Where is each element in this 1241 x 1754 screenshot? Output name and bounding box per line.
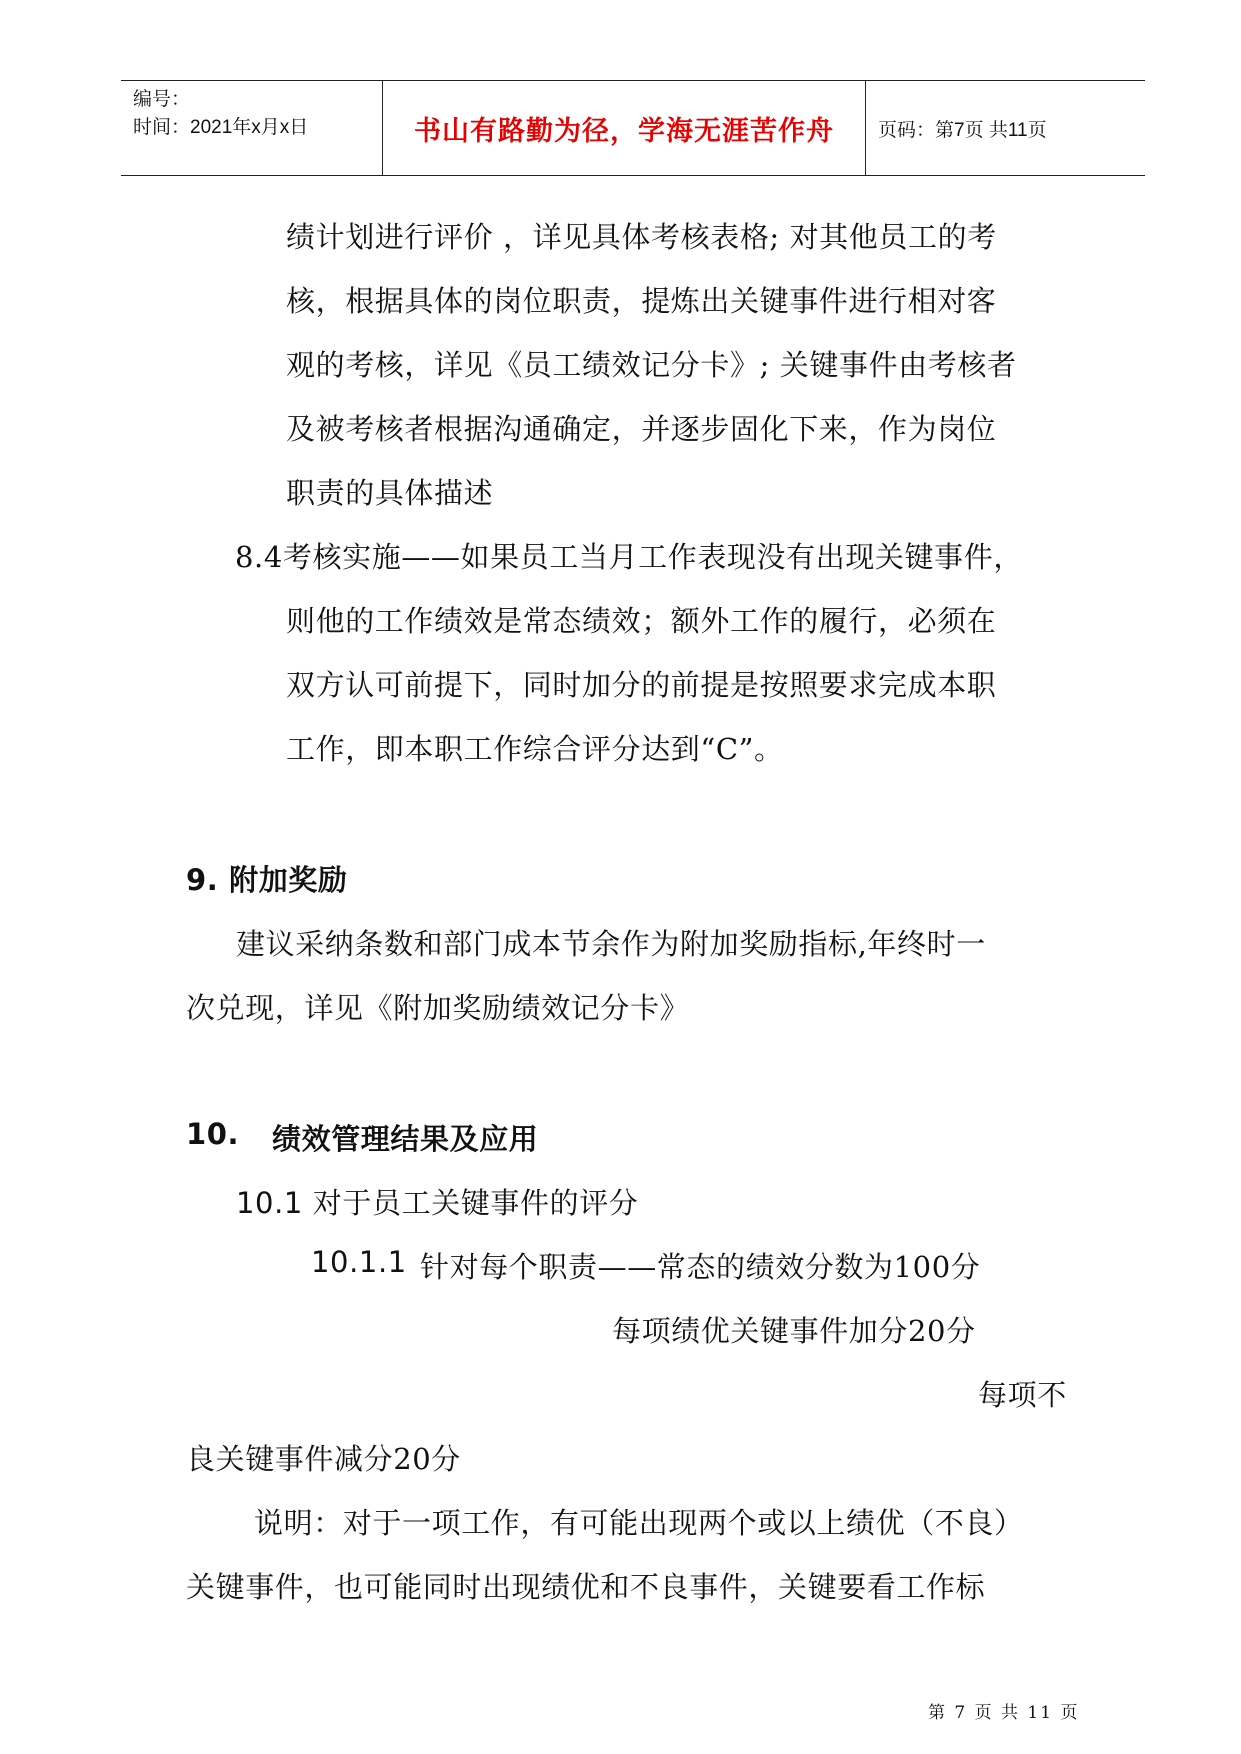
- paragraph-line: 双方认可前提下，同时加分的前提是按照要求完成本职: [286, 668, 997, 702]
- time-label: 时间：2021年x月x日: [133, 117, 309, 138]
- header-motto-cell: [382, 81, 866, 175]
- paragraph-line: 说明：对于一项工作，有可能出现两个或以上绩优（不良）: [254, 1506, 1024, 1540]
- paragraph-line: 关键事件，也可能同时出现绩优和不良事件，关键要看工作标: [186, 1570, 986, 1604]
- subsection-10-1-1-number: 10.1.1: [311, 1245, 407, 1279]
- paragraph-line: 建议采纳条数和部门成本节余作为附加奖励指标,年终时一: [236, 927, 986, 961]
- header-meta: [121, 81, 393, 180]
- number-label: 编号：: [133, 89, 191, 110]
- text-run-sans: 详见《附加奖励绩效记分卡》: [304, 991, 690, 1025]
- paragraph-line: 8.4考核实施——如果员工当月工作表现没有出现关键事件，: [235, 540, 1023, 574]
- page-footer: 第 7 页 共 11 页: [928, 1703, 1080, 1723]
- paragraph-line: 绩计划进行评价 ，详见具体考核表格; 对其他员工的考: [286, 220, 997, 254]
- page-header: [121, 80, 1145, 176]
- paragraph-line: 则他的工作绩效是常态绩效；额外工作的履行，必须在: [286, 604, 997, 638]
- subsection-10-1: 10.1 对于员工关键事件的评分: [236, 1186, 639, 1220]
- paragraph-line: 核，根据具体的岗位职责，提炼出关键事件进行相对客: [286, 284, 997, 318]
- section-10-title: 绩效管理结果及应用: [272, 1122, 539, 1156]
- paragraph-line: 工作，即本职工作综合评分达到“C”。: [286, 732, 784, 766]
- paragraph-line: [186, 986, 689, 1027]
- paragraph-line: 每项绩优关键事件加分20分: [612, 1314, 976, 1348]
- paragraph-line: 每项不: [978, 1378, 1067, 1412]
- paragraph-line: 观的考核，详见《员工绩效记分卡》; 关键事件由考核者: [286, 348, 1017, 382]
- header-motto: 书山有路勤为径，学海无涯苦作舟: [414, 115, 834, 147]
- paragraph-line: 良关键事件减分20分: [186, 1442, 461, 1476]
- text-run: 次兑现，: [186, 991, 305, 1025]
- section-9-title: 9. 附加奖励: [186, 863, 348, 897]
- paragraph-line: 职责的具体描述: [286, 476, 494, 510]
- section-10-number: 10.: [186, 1117, 240, 1151]
- paragraph-line: 及被考核者根据沟通确定，并逐步固化下来，作为岗位: [286, 412, 997, 446]
- subsection-10-1-1-text: 针对每个职责——常态的绩效分数为100分: [420, 1250, 981, 1284]
- header-page-info: 页码：第7页 共11页: [878, 119, 1047, 141]
